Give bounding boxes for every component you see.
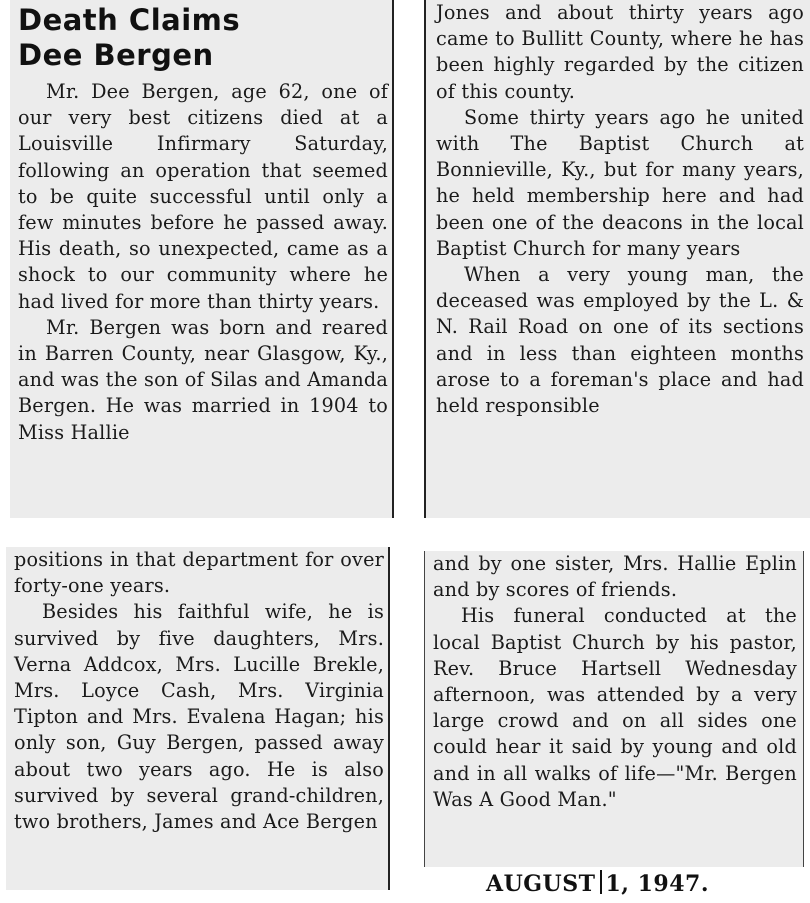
headline-line-1: Death Claims	[18, 3, 241, 37]
clipping-column-1	[10, 0, 394, 518]
paragraph: Besides his faithful wife, he is survived by five daughters, Mrs. Verna Addcox, Mrs. Lucille Brekle, Mrs. Loyce Cash, Mrs. Virginia Tipton and Mrs. Evalena Hagan; his only son, Guy Bergen, passed away about two years ago. He is also survived by several grand-children, two brothers, James and Ace Bergen	[14, 600, 384, 834]
paragraph: Jones and about thirty years ago came to Bullitt County, where he has been highly regarded by the citizen of this county.	[436, 1, 804, 103]
date-day-year: 1, 1947.	[605, 871, 710, 897]
paragraph: and by one sister, Mrs. Hallie Eplin and by scores of friends.	[433, 552, 797, 602]
text-cursor	[600, 870, 602, 894]
paragraph: Mr. Dee Bergen, age 62, one of our very best citizens died at a Louisville Infirmary Saturday, following an operation that seemed to be quite successful until only a few minutes before he passed away. His death, so unexpected, came as a shock to our community where he had lived for more than thirty years.	[18, 80, 388, 313]
paragraph: Mr. Bergen was born and reared in Barren County, near Glasgow, Ky., and was the son of Silas and Amanda Bergen. He was married in 1904 to Miss Hallie	[18, 315, 388, 444]
headline	[18, 3, 388, 73]
paragraph: positions in that department for over forty-one years.	[14, 548, 384, 598]
date-month: AUGUST	[486, 871, 596, 897]
paragraph: His funeral conducted at the local Baptist Church by his pastor, Rev. Bruce Hartsell Wednesday afternoon, was attended by a very large crowd and on all sides one could hear it said by young and old and in all walks of life—"Mr. Bergen Was A Good Man."	[433, 604, 797, 811]
headline-line-2: Dee Bergen	[18, 38, 214, 72]
paragraph: When a very young man, the deceased was employed by the L. & N. Rail Road on one of its sections and in less than eighteen months arose to a foreman's place and had held responsible	[436, 263, 804, 418]
paragraph: Some thirty years ago he united with The Baptist Church at Bonnieville, Ky., but for many years, he held membership here and had been one of the deacons in the local Baptist Church for many years	[436, 105, 804, 260]
clipping-column-2	[424, 0, 810, 518]
dateline	[486, 870, 776, 900]
clipping-column-4	[424, 551, 804, 867]
clipping-column-3	[6, 547, 390, 890]
